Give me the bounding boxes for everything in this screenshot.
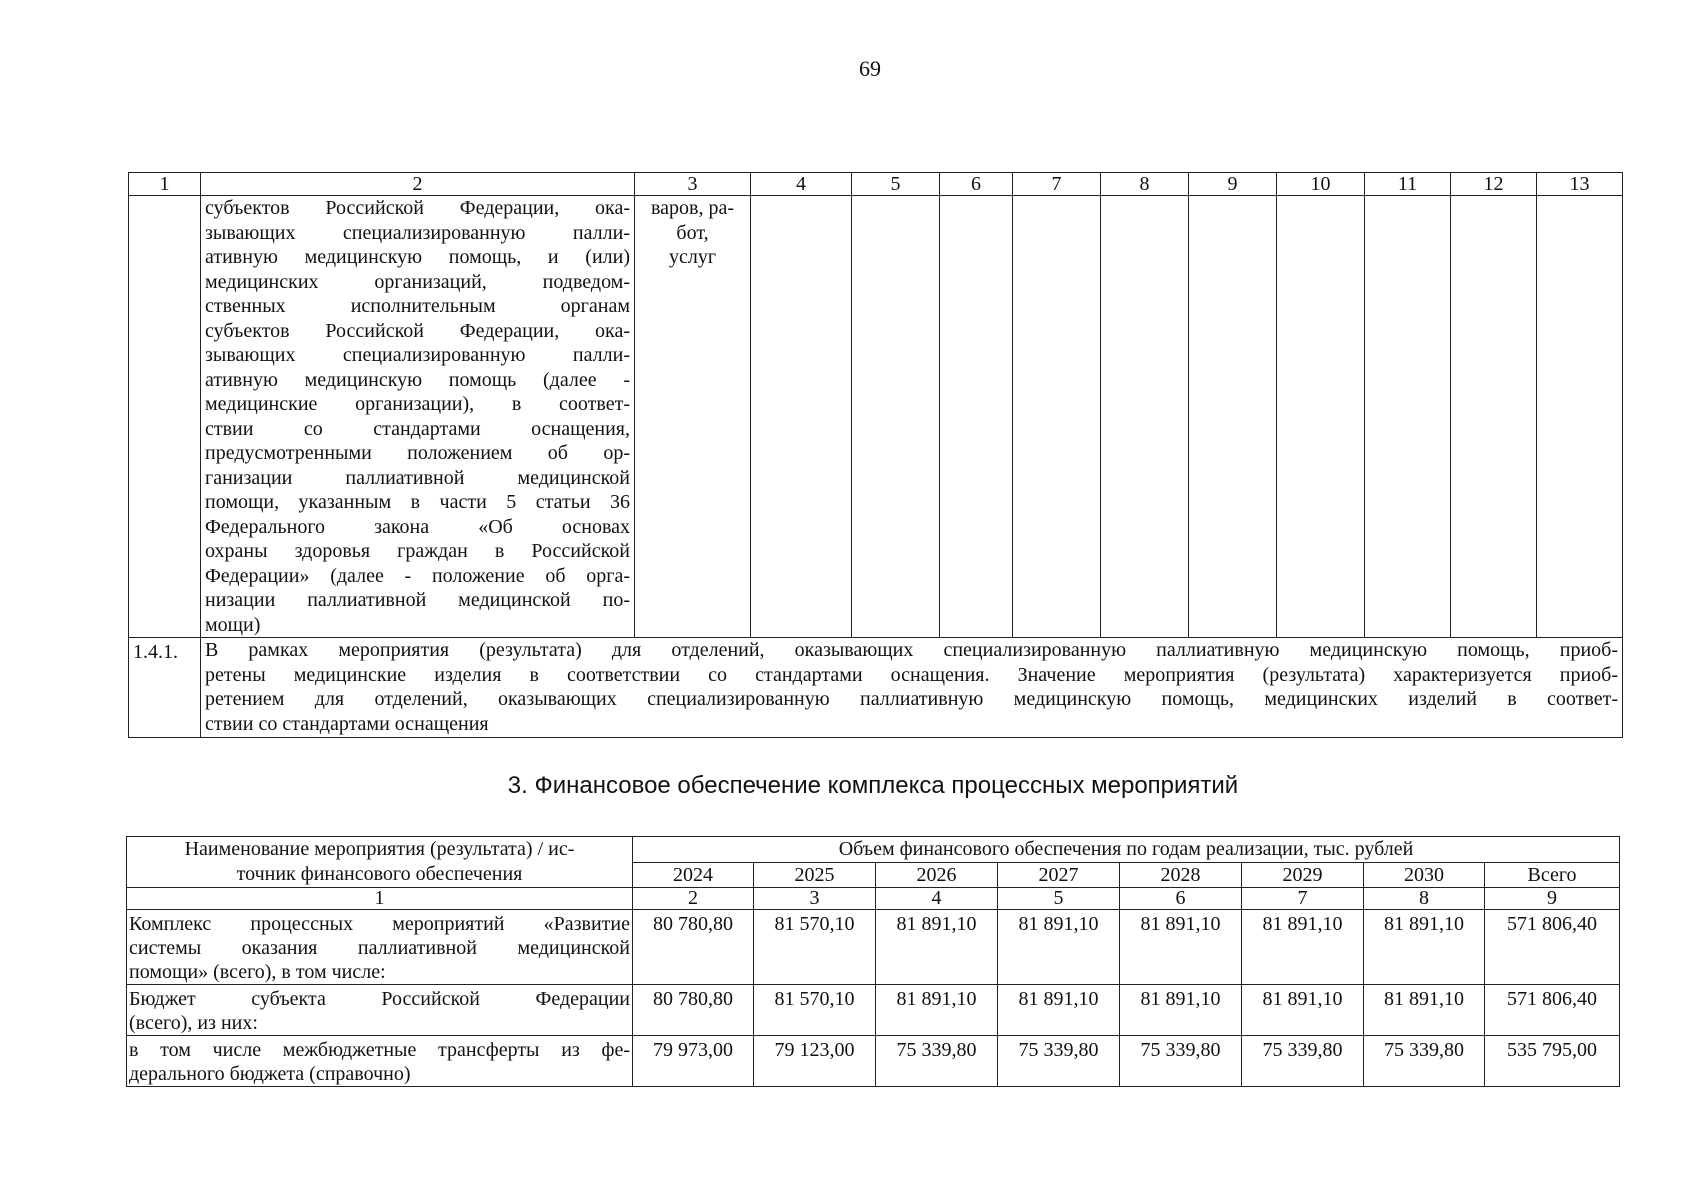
column-number: 2 [633,888,754,910]
year-header: 2029 [1242,863,1364,888]
column-number: 9 [1189,173,1277,196]
empty-cell [1537,196,1623,638]
activity-type-cell: варов, ра- бот, услуг [635,196,751,638]
column-number: 4 [876,888,998,910]
value-cell: 81 891,10 [1120,910,1242,985]
year-header: 2025 [754,863,876,888]
volume-header: Объем финансового обеспечения по годам реализации, тыс. рублей [633,837,1620,863]
column-number: 12 [1451,173,1537,196]
item-note: В рамках мероприятия (результата) для отделений, оказывающих специализированную паллиативную медицинскую помощь, приоб- ретены медицинские изделия в соответствии со стандартами оснащения. Значение мероприятия (результата) характеризуется приоб- ретением для отделений, оказывающих специализированную паллиативную медицинскую помощь, медицинских изделий в соответ- ствии со стандартами оснащения [201,638,1623,738]
table-row [127,985,1620,1036]
total-cell: 571 806,40 [1485,910,1620,985]
empty-cell [940,196,1013,638]
empty-cell [1101,196,1189,638]
column-number: 7 [1013,173,1101,196]
value-cell: 81 891,10 [998,985,1120,1036]
activity-description: субъектов Российской Федерации, ока- зывающих специализированную палли- ативную медицинскую помощь, и (или) медицинских организаций, подведом- ственных исполнительным органам субъектов Российской Федерации, ока- зывающих специализированную палли- ативную медицинскую помощь (далее - медицинские организации), в соответ- ствии со стандартами оснащения, предусмотренными положением об ор- ганизации паллиативной медицинской помощи, указанным в части 5 статьи 36 Федерального закона «Об основах охраны здоровья граждан в Российской Федерации» (далее - положение об орга- низации паллиативной медицинской по- мощи) [201,196,635,638]
column-number: 3 [635,173,751,196]
table-row [127,910,1620,985]
total-header: Всего [1485,863,1620,888]
value-cell: 81 570,10 [754,910,876,985]
value-cell: 81 891,10 [876,910,998,985]
item-number: 1.4.1. [129,638,201,738]
value-cell: 80 780,80 [633,985,754,1036]
row-name: Бюджет субъекта Российской Федерации (всего), из них: [127,985,633,1036]
column-number: 8 [1101,173,1189,196]
column-number: 6 [1120,888,1242,910]
column-number-row [129,173,1623,196]
empty-cell [1451,196,1537,638]
value-cell: 81 891,10 [998,910,1120,985]
column-number-row [127,888,1620,910]
column-number: 1 [129,173,201,196]
value-cell: 81 891,10 [1242,985,1364,1036]
empty-cell [751,196,852,638]
empty-cell [129,196,201,638]
row-name: Комплекс процессных мероприятий «Развитие системы оказания паллиативной медицинской помощи» (всего), в том числе: [127,910,633,985]
year-header: 2026 [876,863,998,888]
value-cell: 75 339,80 [1242,1036,1364,1087]
column-number: 6 [940,173,1013,196]
value-cell: 81 570,10 [754,985,876,1036]
column-number: 9 [1485,888,1620,910]
year-header: 2027 [998,863,1120,888]
column-number: 1 [127,888,633,910]
table-row [127,1036,1620,1087]
value-cell: 81 891,10 [1364,910,1485,985]
column-number: 4 [751,173,852,196]
name-header: Наименование мероприятия (результата) / ис- точник финансового обеспечения [127,837,633,888]
year-header: 2028 [1120,863,1242,888]
row-name: в том числе межбюджетные трансферты из фе- дерального бюджета (справочно) [127,1036,633,1087]
year-header: 2030 [1364,863,1485,888]
value-cell: 81 891,10 [1242,910,1364,985]
value-cell: 75 339,80 [1120,1036,1242,1087]
table-row [129,638,1623,738]
value-cell: 80 780,80 [633,910,754,985]
column-number: 3 [754,888,876,910]
empty-cell [852,196,940,638]
value-cell: 75 339,80 [1364,1036,1485,1087]
column-number: 8 [1364,888,1485,910]
total-cell: 571 806,40 [1485,985,1620,1036]
table-row [129,196,1623,638]
empty-cell [1365,196,1451,638]
column-number: 11 [1365,173,1451,196]
empty-cell [1013,196,1101,638]
page-number: 69 [859,56,881,81]
empty-cell [1189,196,1277,638]
section-title: 3. Финансовое обеспечение комплекса процессных мероприятий [507,772,1239,799]
column-number: 5 [852,173,940,196]
activities-table [128,172,1623,738]
empty-cell [1277,196,1365,638]
value-cell: 81 891,10 [1120,985,1242,1036]
value-cell: 79 123,00 [754,1036,876,1087]
column-number: 10 [1277,173,1365,196]
value-cell: 75 339,80 [876,1036,998,1087]
value-cell: 81 891,10 [876,985,998,1036]
value-cell: 79 973,00 [633,1036,754,1087]
value-cell: 81 891,10 [1364,985,1485,1036]
column-number: 5 [998,888,1120,910]
value-cell: 75 339,80 [998,1036,1120,1087]
column-number: 13 [1537,173,1623,196]
header-row [127,837,1620,863]
year-header: 2024 [633,863,754,888]
column-number: 7 [1242,888,1364,910]
financing-table [126,836,1620,1087]
total-cell: 535 795,00 [1485,1036,1620,1087]
column-number: 2 [201,173,635,196]
